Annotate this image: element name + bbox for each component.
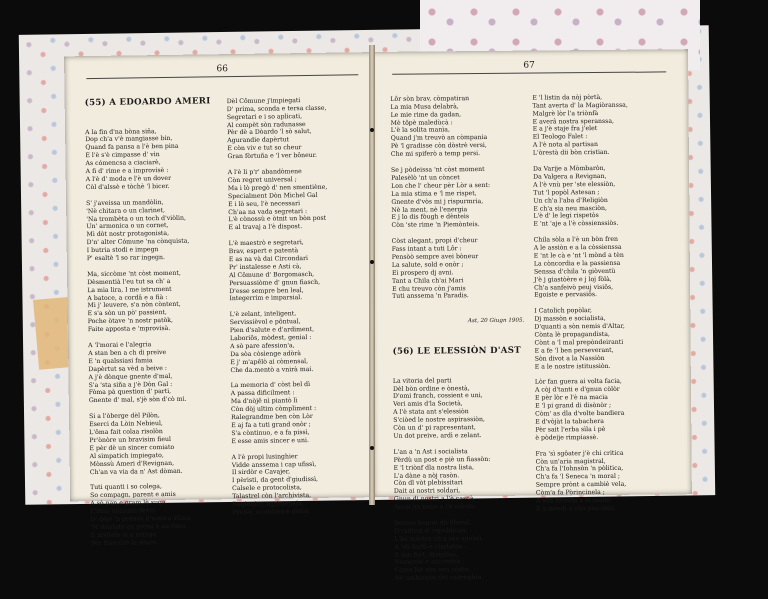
verse-line: 'Nè chitara o un clarinet,: [86, 206, 166, 215]
verse-line: A batoce, a cordâ e a fià :: [87, 293, 168, 302]
verse-line: Mè tôpè maledùcà :: [390, 118, 453, 127]
verse-line: Lon che l' cheur pèr Lòr a sent:: [391, 181, 491, 190]
verse-line: Ch'a sanfeivò peuj visiôs,: [534, 283, 614, 292]
verse-line: Un ch'a l'aba d'Religiòn: [533, 196, 608, 205]
verse-line: Quand j'm treuvò an còmpania: [390, 134, 488, 143]
verse-line: Mi j' leuvere, s'a nòn còntent,: [87, 301, 181, 310]
verse-line: Ch'a fa 'l Seneca 'n moral ;: [535, 473, 621, 481]
verse-line: E j lo dis fòugh e dènteis: [391, 213, 470, 222]
book-spine: [369, 45, 375, 505]
verse-line: Il sirdòr e Cavajer,: [231, 468, 291, 477]
verse-line: Gran fòrtuña e 'l ver bôneur.: [227, 152, 318, 161]
verse-line: Un' armonica o un cornet,: [86, 222, 169, 231]
verse-line: Quand fa pansa a l'è ben pina: [85, 143, 179, 152]
verse-line: D'radical d' republican,: [394, 527, 468, 535]
verse-line: Gnente d' mal, s'jè sòn d'cò mi.: [88, 396, 187, 405]
verse-line: A stan ben a ch di preive: [88, 348, 167, 358]
verse-line: Si a l'òberge dèl Pilòn,: [89, 412, 160, 421]
poem-date: Ast, 20 Giugn 1905.: [467, 317, 525, 325]
verse-line: D' prima, sconda e tersa classe,: [226, 104, 327, 113]
verse-line: A l'è d' moda e l'è un dover: [85, 174, 172, 184]
verse-line: A l'è propi lusinghier: [231, 452, 298, 461]
binding-hole: [370, 446, 374, 450]
verse-line: Pensòò sempre avei bòneur: [391, 253, 479, 261]
verse-line: Laboriôs, mòdest, genial :: [229, 333, 312, 343]
verse-line: E as na và dai Circondari: [228, 254, 309, 264]
binding-hole: [370, 260, 374, 264]
verse-line: Pr'ònòre un bravisim fieul: [89, 435, 172, 444]
verse-line: La memoria d' còst bel dì: [230, 381, 311, 390]
verse-line: Dèsmentià l'eu tut sa ch' a: [87, 277, 173, 286]
verse-line: Le mie rime da gadan,: [390, 110, 462, 119]
verse-line: Al Cômune d' Borgomasch,: [229, 270, 315, 279]
verse-line: Tut 'l popòl Astesan ;: [533, 188, 600, 197]
verse-line: Còn regret universal ;: [227, 176, 297, 185]
verse-line: S'a 'sta siña a j'è Dòn Gal :: [88, 380, 173, 389]
verse-line: A 'l'morai e l'alegria: [88, 341, 152, 350]
verse-line: Còn un'aria magistral,: [535, 457, 606, 466]
verse-line: A 'sti farfò e ciarlatan :: [394, 542, 467, 551]
verse-line: Che mi spiferò a temp persi.: [390, 150, 481, 158]
verse-line: L'è zelant, inteligent,: [229, 310, 297, 319]
verse-line: Ma d'nòjê nì piantò lì: [230, 397, 298, 406]
verse-line: D' deje 'n preuva d'nostra stima: [90, 514, 191, 524]
poem-title-55: (55) A EDOARDO AMERI: [84, 96, 211, 108]
verse-line: Senssa bogun dii liberal,: [394, 519, 472, 527]
verse-line: E chu treuvo còn j'amis: [392, 284, 466, 293]
verse-line: I pèristi, da gent d'giudissì,: [231, 476, 319, 485]
verse-line: Vidde anssema i cap ufissì,: [231, 460, 317, 469]
page-number-67: 67: [392, 59, 666, 74]
left-col2-lines: [227, 96, 371, 517]
verse-line: Faite apposta e 'mprovisà.: [87, 325, 171, 334]
verse-line: Còm' as dla d'volte bandiera: [535, 409, 625, 418]
verse-line: E a fe 'l ben perseverant,: [534, 346, 614, 355]
right-page-column-1: [390, 79, 533, 599]
verse-line: A fi d' rime e a ìmprovisè :: [85, 167, 169, 176]
verse-line: A l'è stata ant s'elessiòn: [393, 408, 469, 417]
verse-line: Ralegrandme ben còn Lòr: [231, 413, 313, 422]
verse-line: Persuassiòme d' gnun fiasch,: [229, 278, 321, 287]
verse-line: A passa dificilment :: [230, 389, 295, 398]
verse-line: La vitoria del parti: [392, 376, 452, 385]
verse-line: Ch'an va via da n' Ast dòman.: [89, 467, 183, 476]
verse-line: La mia lira, I me istrument: [87, 285, 172, 294]
verse-line: Tuti quanti i so colega,: [90, 483, 162, 492]
verse-line: Da Varije a Mòmbaròn,: [532, 164, 606, 173]
verse-line: E invitelo si a mangè: [90, 530, 157, 539]
verse-line: Veri amis d'la Società,: [393, 400, 463, 409]
verse-line: I Catolich popòlar,: [534, 307, 593, 315]
verse-line: A la fin d'na bòna siña,: [85, 127, 157, 136]
verse-line: Chila sòla a l'è un bòn fren: [533, 235, 618, 244]
verse-line: Dapèrtut sa vèd a beive :: [88, 364, 167, 373]
verse-line: A còj d'tanti e d'gnun còlòr: [534, 386, 620, 394]
verse-line: A le assiòn e a la còssienssa: [533, 243, 622, 252]
verse-line: S'a còntinuo, e a fa pissì,: [231, 428, 310, 437]
left-page-column-1: [84, 82, 229, 563]
verse-line: Gnun di nostri a l'è cascà,: [393, 495, 476, 504]
verse-line: Servissièvol e pôntual,: [229, 318, 301, 327]
verse-line: Ragionier, agrimensòr,: [232, 500, 304, 509]
verse-line: E j' m'apêlò ai còmensal,: [230, 357, 309, 366]
verse-line: E 'n qualssiasi famia: [88, 357, 153, 365]
verse-line: E s'a sòn un pò' passient,: [87, 309, 167, 318]
verse-line: Mònssù Ameri d'Revignan,: [89, 459, 175, 468]
verse-line: L'è la solita manìa,: [390, 126, 450, 135]
verse-line: Eì prospero dj avni.: [391, 269, 454, 277]
verse-line: Preive, econòmo e dòtòr.: [232, 507, 311, 517]
verse-line: L'ôma unanimi decis: [90, 507, 156, 516]
verse-line: Dj massòn e socialista,: [534, 315, 606, 323]
verse-line: Lôr sòn brav, còmpatiran: [390, 94, 470, 103]
verse-line: E a mesdì a sòn giacòbin.: [535, 504, 617, 513]
verse-line: Specialment Dòn Michel Gal: [227, 191, 318, 200]
right-col1-lines-b: [393, 376, 533, 583]
verse-line: Lòr fan guera ai volta facia,: [534, 378, 622, 387]
verse-line: Ch'a fa l'Iohnsòn 'n pòlitica,: [535, 465, 624, 473]
verse-line: Agurandie dapèrtut: [227, 136, 290, 145]
verse-line: Palesèlò 'nt un còncet: [391, 174, 460, 182]
verse-line: Ma i lò pregò d' nen smentiène,: [227, 183, 328, 192]
verse-line: E d'vòjàt la tabachera: [535, 417, 604, 426]
verse-line: Còn 'ste rime 'n Piemònteis.: [391, 221, 480, 230]
verse-line: L'è d' le legi rispetòs: [533, 212, 599, 220]
verse-line: A sò pare afession'a,: [230, 342, 295, 351]
verse-line: Sempre prònt a cambiè vela,: [535, 480, 627, 489]
verse-line: Al simpatich impiegato,: [89, 451, 164, 460]
verse-line: E l'è s'è cimpasse d' vin: [85, 151, 160, 160]
verse-line: Pèr sait l'erba sìla i pè: [535, 425, 606, 434]
verse-line: P' esaltè 'l so rar ingegn.: [86, 254, 165, 263]
verse-line: Al compèt sòn radunasse: [226, 120, 306, 129]
verse-line: J'è j giastòère e j loj fòlà,: [533, 275, 612, 284]
verse-line: El Teologo Falet :: [532, 133, 588, 141]
verse-line: Còm'a fa Pòrincinela ;: [535, 489, 605, 497]
verse-line: E pèr lòr e l'è na macia: [534, 394, 608, 402]
verse-line: Còme lòr sòn nen còdin,: [394, 566, 471, 575]
verse-line: Fass intant a tuti Lôr :: [391, 245, 462, 253]
verse-line: Còn dòj ultim còmpliment :: [230, 405, 317, 414]
verse-line: E pèr dè un sincer comiato: [89, 443, 175, 452]
verse-line: E a le nostre istitussiòn.: [534, 362, 611, 371]
verse-line: Poche òtave 'n nostr patòk,: [87, 317, 174, 326]
left-col1-lines: [85, 127, 229, 548]
verse-line: L'an a 'n Ast i socialista: [393, 447, 468, 456]
verse-line: Ma, siccòme 'nt còst moment,: [87, 269, 181, 278]
verse-line: Fòma pà question d' parti,: [88, 388, 172, 397]
verse-line: D'quanti a sòn nemis d'Altar,: [534, 322, 625, 331]
verse-line: Da Valgera a Revignan,: [533, 172, 607, 181]
poem-title-56: (56) LE ELESSIÒN D'AST: [392, 345, 521, 357]
verse-line: E averâ nostra speranssa,: [532, 117, 615, 126]
verse-line: E aj fa a tuti grand onòr ;: [231, 420, 311, 430]
verse-line: Talastrel còn l'archivista,: [232, 492, 312, 501]
verse-line: A l'è vnù per 'ste elessiòn,: [533, 180, 616, 189]
verse-line: E al travaj a l'è dispost.: [228, 223, 303, 232]
verse-line: I butria stodi e impegn: [86, 246, 159, 255]
verse-line: Dèl Cômune j'impiegati: [226, 96, 301, 105]
verse-line: S' j'aveissa un mandòlin,: [86, 198, 164, 207]
verse-line: D'omi franch, cossient e uni,: [392, 392, 483, 401]
verse-line: E ch'a sia neu masciòn,: [533, 204, 607, 213]
verse-line: Brav, espert e patentà: [228, 247, 299, 256]
verse-line: Dop ch'a v'è mangiasse bin,: [85, 135, 173, 144]
verse-line: Se j pòdeissa 'nt còst moment: [391, 165, 485, 174]
verse-line: Pèrdù un post e piè un fiassòn:: [393, 455, 491, 464]
left-page-column-2: [226, 80, 370, 533]
verse-line: Segretari e i so aplicati,: [226, 112, 303, 121]
verse-line: Còn dl vòt plebissitari: [393, 479, 463, 488]
verse-line: Senssa d'chila 'n giòventù: [533, 267, 616, 276]
verse-line: E 'l pi grand di disònòr ;: [535, 402, 612, 410]
verse-line: E còn viv e tut so cheur: [227, 144, 302, 153]
verse-line: è pòdeije rimpiassè.: [535, 433, 599, 442]
verse-line: E 'nt 'aje a l'è còssienssiòs.: [533, 220, 619, 228]
page-number-66: 66: [86, 62, 358, 79]
verse-line: D'n' alter Cómune 'na cònquista,: [86, 237, 190, 247]
verse-line: Che da.mentò a vnirà mai.: [230, 365, 314, 374]
verse-line: Cònta lè propagandista,: [534, 330, 610, 339]
verse-line: Tuti anssema 'n Paradis.: [392, 292, 469, 301]
verse-line: L'ha mòstra ch'a sòn sguasì: [394, 534, 482, 543]
verse-line: Da sòa còsìenge adòrà: [230, 349, 302, 358]
verse-line: Numerôs e accreditâ :: [394, 558, 465, 567]
verse-line: L'a dàne a nòj rasòn.: [393, 471, 460, 480]
left-page: [64, 52, 386, 547]
verse-line: Sòn divot a la Nassiòn: [534, 354, 605, 363]
verse-line: L'è maestrò e segretari,: [228, 239, 304, 248]
verse-line: Malgrè lòr l'a triònfà: [532, 109, 599, 118]
verse-line: Eserci da Lòin Nebieul,: [89, 420, 163, 429]
verse-line: Un dot preive, ardì e zelant.: [393, 432, 482, 440]
verse-line: Còl d'alssè e tòchè 'l bicer.: [85, 182, 170, 191]
verse-line: Calsele e protocolista,: [232, 484, 302, 493]
verse-line: A l'è li p'r' abandòmene: [227, 168, 302, 177]
verse-line: Integerrim e imparsial.: [229, 294, 303, 303]
verse-line: Nè la ment, nè l'energia: [391, 205, 468, 214]
verse-line: A l'è nota al partisan: [532, 141, 599, 149]
verse-line: A sò nan e gram lè suga,: [90, 499, 168, 508]
verse-line: Dèl bòn ordine e ònestà,: [392, 384, 470, 393]
verse-line: E i lò seu, l'è necessari: [228, 199, 301, 208]
verse-line: A j'è dònque gnente d'mal,: [88, 372, 173, 381]
verse-line: Pèr dè a Dòardo 'l sò salut,: [227, 128, 312, 137]
verse-line: L'òrestà dii bòn cristian.: [532, 149, 610, 157]
verse-line: E a j'è staje fra j'elet: [532, 125, 598, 134]
verse-line: Pèr trascòre la sôarè.: [90, 538, 159, 547]
verse-line: S'ciòed le nostre aspirassiòn,: [393, 416, 485, 424]
verse-line: So compagn, parent e amis: [90, 491, 176, 500]
verse-line: Tant averta d' la Magiòranssa,: [532, 101, 628, 110]
verse-line: Còn un d' pi rapresentant,: [393, 424, 476, 432]
verse-line: La mia stima e 'l me rispet,: [391, 189, 477, 198]
verse-line: E esse amis sincer e uni.: [231, 436, 310, 445]
verse-line: Còst alegant, propi d'cheur: [391, 237, 478, 245]
verse-line: E 'nt le cà e 'nt 'l mònd a tèn: [533, 251, 624, 260]
verse-line: La còncordia e la passiensa: [533, 259, 621, 268]
verse-line: Fra 'sì sgôater j'è chi critica: [535, 449, 624, 458]
verse-line: Pè 'l gradisse còn dòstrè versi,: [390, 142, 487, 151]
verse-line: Nè ambissiòs dèl cadreghin.: [394, 574, 484, 583]
verse-line: 'Na trombèta o un toch d'viòlin,: [86, 214, 186, 223]
verse-line: Gnente d'vòs mi j rispurmria,: [391, 197, 484, 206]
right-page-column-2: [532, 77, 674, 529]
verse-line: Egoiste e pervasiôs.: [534, 291, 598, 300]
verse-line: Dait ai nostri soldari,: [393, 487, 461, 496]
verse-line: L'ôma fait colaa risolòn: [89, 428, 163, 437]
verse-line: Tant a Chila ch'ai Mari: [391, 276, 464, 285]
verse-line: A sòn branda a la matin: [535, 496, 611, 505]
right-col2-lines: [532, 93, 674, 513]
verse-line: Mi dòt nostr protagonista,: [86, 230, 170, 239]
verse-line: Ch'aa na vada segretari :: [228, 207, 308, 216]
verse-line: Pr' instalesse e Asti cà,: [228, 262, 302, 271]
verse-line: La salute, sold e onòr ;: [391, 261, 464, 269]
verse-line: E 'l listin da nòj pòrtà,: [532, 93, 603, 102]
verse-line: E 'l triònf dla nostra lista,: [393, 463, 475, 472]
verse-line: La mia Musa delabrà,: [390, 102, 459, 111]
verse-line: Anssi un neuv a l'è mònta.: [393, 503, 477, 511]
right-col1-lines: [390, 94, 530, 301]
verse-line: 'N stealato an prosa e an rima: [90, 522, 186, 531]
binding-hole: [370, 128, 374, 132]
verse-line: As cómencsa a ciaciarè,: [85, 159, 161, 168]
right-page: [370, 49, 692, 583]
verse-line: Pien d'salute e d'ardiment,: [229, 326, 315, 335]
verse-line: L'è cònossù e òtnit un bòn post: [228, 215, 327, 224]
verse-line: D'esse sempre ben leal,: [229, 286, 304, 295]
verse-line: A sòn fort, disiplinà,: [394, 550, 458, 559]
verse-line: Cònt a 'l mal prepòndeiranti: [534, 338, 624, 347]
